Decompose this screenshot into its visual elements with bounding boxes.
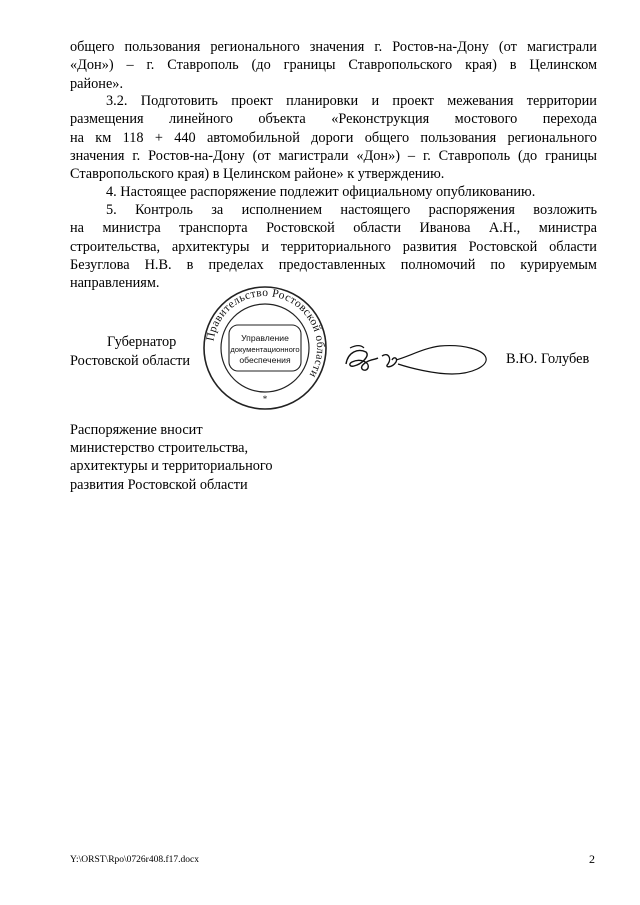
line-text: направлениям. bbox=[70, 275, 160, 292]
word: территории bbox=[526, 93, 597, 109]
text-line bbox=[70, 238, 597, 256]
text-line bbox=[70, 110, 597, 128]
word: «Дон») bbox=[356, 147, 400, 164]
word: Ставрополь bbox=[167, 57, 239, 74]
word: пользования bbox=[124, 39, 201, 55]
word: на bbox=[70, 220, 84, 237]
word: регионального bbox=[210, 39, 300, 55]
word: автомобильной bbox=[206, 129, 300, 146]
word: межевания bbox=[447, 93, 514, 109]
submitter-note bbox=[70, 421, 273, 494]
word: территориального bbox=[280, 238, 391, 255]
paragraph-4 bbox=[70, 183, 597, 201]
word: планировки bbox=[286, 93, 359, 109]
word: края) bbox=[465, 57, 497, 74]
line-text: 4. Настоящее распоряжение подлежит официальному опубликованию. bbox=[106, 184, 536, 200]
word: Ставропольского bbox=[348, 57, 453, 74]
word: пользования bbox=[420, 129, 497, 146]
word: А.Н., bbox=[488, 220, 521, 237]
word: (до bbox=[251, 57, 271, 74]
word: транспорта bbox=[179, 220, 248, 237]
word: 440 bbox=[174, 129, 196, 146]
text-line bbox=[70, 201, 597, 219]
word: – bbox=[407, 147, 416, 164]
word: «Дон») bbox=[70, 57, 114, 74]
footer-file-path: Y:\ORST\Rpo\0726r408.f17.docx bbox=[70, 855, 199, 865]
word: строительства, bbox=[70, 238, 161, 255]
position-line-2: Ростовской области bbox=[70, 352, 191, 369]
word: в bbox=[186, 256, 194, 273]
word: по bbox=[490, 256, 506, 273]
word: г. bbox=[374, 39, 383, 55]
handwritten-signature-icon bbox=[340, 338, 490, 380]
word: значения bbox=[70, 147, 125, 164]
word: размещения bbox=[70, 111, 144, 128]
line-text: Ставропольского края) в Целинском районе» к утверждению. bbox=[70, 166, 445, 183]
word: границы bbox=[545, 147, 597, 164]
word: значения bbox=[309, 39, 365, 55]
word: курируемым bbox=[520, 256, 597, 273]
word: регионального bbox=[507, 129, 597, 146]
word: на bbox=[70, 129, 84, 146]
word: Ростов-на-Дону bbox=[148, 147, 245, 164]
word: Целинском bbox=[529, 57, 597, 74]
word: области bbox=[353, 220, 402, 237]
word: (до bbox=[517, 147, 538, 164]
page-number: 2 bbox=[589, 852, 595, 866]
word: мостового bbox=[454, 111, 518, 128]
word: 3.2. bbox=[106, 93, 128, 109]
text-line bbox=[70, 274, 597, 292]
signatory-name: В.Ю. Голубев bbox=[506, 351, 590, 367]
text-line bbox=[70, 183, 597, 201]
word: возложить bbox=[533, 202, 597, 218]
word: г. bbox=[146, 57, 155, 74]
word: полномочий bbox=[400, 256, 476, 273]
text-line bbox=[70, 147, 597, 165]
word: магистрали bbox=[526, 39, 597, 55]
word: настоящего bbox=[340, 202, 411, 218]
word: дороги bbox=[311, 129, 354, 146]
official-stamp-icon bbox=[202, 285, 328, 411]
word: проект bbox=[392, 93, 434, 109]
svg-text:*: * bbox=[262, 394, 268, 404]
paragraph-3-2 bbox=[70, 92, 597, 183]
word: предоставленных bbox=[278, 256, 386, 273]
word: Ростов-на-Дону bbox=[392, 39, 489, 55]
svg-text:Управление: Управление bbox=[241, 333, 289, 343]
word: Ростовской bbox=[266, 220, 335, 237]
word: Безуглова bbox=[70, 256, 130, 273]
text-line bbox=[70, 75, 597, 93]
word: общего bbox=[364, 129, 410, 146]
word: (от bbox=[252, 147, 271, 164]
word: границы bbox=[283, 57, 336, 74]
text-line bbox=[70, 165, 597, 183]
word: км bbox=[95, 129, 112, 146]
text-line bbox=[70, 129, 597, 147]
word: пределах bbox=[208, 256, 264, 273]
word: и bbox=[371, 93, 380, 109]
note-line: Распоряжение вносит bbox=[70, 422, 203, 438]
word: г. bbox=[422, 147, 431, 164]
signatory-position bbox=[70, 333, 190, 370]
word: (от bbox=[498, 39, 517, 55]
word: в bbox=[509, 57, 517, 74]
word: развития bbox=[402, 238, 457, 255]
word: линейного bbox=[169, 111, 233, 128]
word: министра bbox=[102, 220, 161, 237]
text-line bbox=[70, 92, 597, 110]
text-line bbox=[70, 38, 597, 56]
svg-text:документационного: документационного bbox=[230, 345, 300, 354]
word: объекта bbox=[258, 111, 306, 128]
word: 5. bbox=[106, 202, 117, 218]
paragraph-5 bbox=[70, 201, 597, 292]
word: Ростовской bbox=[468, 238, 538, 255]
word: распоряжения bbox=[428, 202, 515, 218]
svg-text:обеспечения: обеспечения bbox=[239, 355, 291, 365]
word: магистрали bbox=[278, 147, 349, 164]
word: за bbox=[211, 202, 224, 218]
word: 118 bbox=[122, 129, 144, 146]
word: Иванова bbox=[419, 220, 471, 237]
note-line: архитектуры и территориального bbox=[70, 458, 273, 475]
word: архитектуры bbox=[171, 238, 250, 255]
word: Контроль bbox=[135, 202, 193, 218]
note-line: министерство строительства, bbox=[70, 440, 249, 457]
position-line-1: Губернатор bbox=[107, 334, 177, 350]
word: «Реконструкция bbox=[331, 111, 430, 128]
word: перехода bbox=[542, 111, 597, 128]
line-text: районе». bbox=[70, 75, 124, 92]
word: исполнением bbox=[241, 202, 323, 218]
word: Подготовить bbox=[140, 93, 218, 109]
word: Ставрополь bbox=[438, 147, 511, 164]
text-line bbox=[70, 56, 597, 74]
paragraph-continuation bbox=[70, 38, 597, 93]
word: общего bbox=[70, 39, 115, 55]
text-line bbox=[70, 219, 597, 237]
word: министра bbox=[538, 220, 597, 237]
text-line bbox=[70, 256, 597, 274]
word: области bbox=[549, 238, 597, 255]
word: + bbox=[154, 129, 163, 146]
word: проект bbox=[231, 93, 273, 109]
note-line: развития Ростовской области bbox=[70, 476, 248, 493]
word: г. bbox=[132, 147, 141, 164]
word: Н.В. bbox=[144, 256, 172, 273]
word: – bbox=[126, 57, 134, 74]
word: и bbox=[261, 238, 269, 255]
svg-text:Правительство Ростовской облас: Правительство Ростовской области bbox=[204, 286, 327, 380]
